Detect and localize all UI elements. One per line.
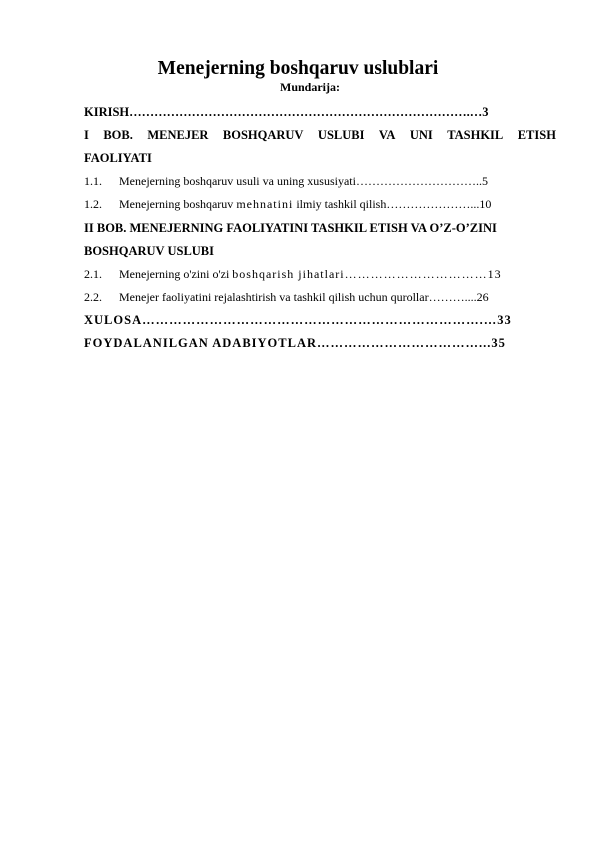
- section-title: Menejerning o'zini o'zi: [119, 267, 233, 281]
- toc-entry-2-1[interactable]: [84, 266, 556, 282]
- chapter-1-word: VA: [378, 128, 396, 142]
- toc-entry-adabiyotlar[interactable]: FOYDALANILGAN ADABIYOTLAR………………………………...35: [84, 336, 506, 350]
- chapter-1-word: BOB.: [103, 128, 133, 142]
- section-number: 1.1.: [84, 174, 102, 188]
- section-title: Menejerning boshqaruv: [119, 197, 237, 211]
- section-title-spaced: mehnatini: [236, 197, 294, 211]
- toc-entry-chapter-2[interactable]: II BOB. MENEJERNING FAOLIYATINI TASHKIL ETISH VA O’Z-O’ZINI: [84, 221, 497, 235]
- chapter-1-word: ETISH: [517, 128, 556, 142]
- section-number: 2.2.: [84, 290, 102, 304]
- section-number: 2.1.: [84, 267, 102, 281]
- section-title: Menejerning boshqaruv usuli va uning xususiyati…………………………..5: [119, 174, 488, 188]
- section-title: ilmiy tashkil qilish…………………...10: [293, 197, 492, 211]
- toc-entry-chapter-1-continued[interactable]: FAOLIYATI: [84, 151, 152, 165]
- chapter-1-word: USLUBI: [317, 128, 365, 142]
- toc-entry-chapter-2-continued[interactable]: BOSHQARUV USLUBI: [84, 244, 215, 258]
- page-title: Menejerning boshqaruv uslublari: [157, 58, 439, 79]
- section-title-spaced: boshqarish jihatlari……………………………13: [232, 267, 502, 281]
- toc-heading: Mundarija:: [280, 80, 340, 94]
- chapter-1-word: TASHKIL: [447, 128, 504, 142]
- chapter-1-word: I: [84, 128, 89, 142]
- toc-entry-1-1[interactable]: [84, 173, 556, 189]
- toc-entry-1-2[interactable]: [84, 196, 556, 212]
- chapter-1-word: MENEJER: [147, 128, 209, 142]
- chapter-1-word: UNI: [409, 128, 433, 142]
- toc-entry-2-2[interactable]: [84, 289, 556, 305]
- chapter-1-word: BOSHQARUV: [222, 128, 304, 142]
- section-number: 1.2.: [84, 197, 102, 211]
- toc-entry-chapter-1[interactable]: [84, 127, 556, 143]
- toc-entry-xulosa[interactable]: XULOSA………………………………………………………………….…33: [84, 313, 512, 327]
- toc-entry-kirish[interactable]: KIRISH……………………………………………………………………….…3: [84, 105, 489, 119]
- section-title: Menejer faoliyatini rejalashtirish va tashkil qilish uchun qurollar………....26: [119, 290, 489, 304]
